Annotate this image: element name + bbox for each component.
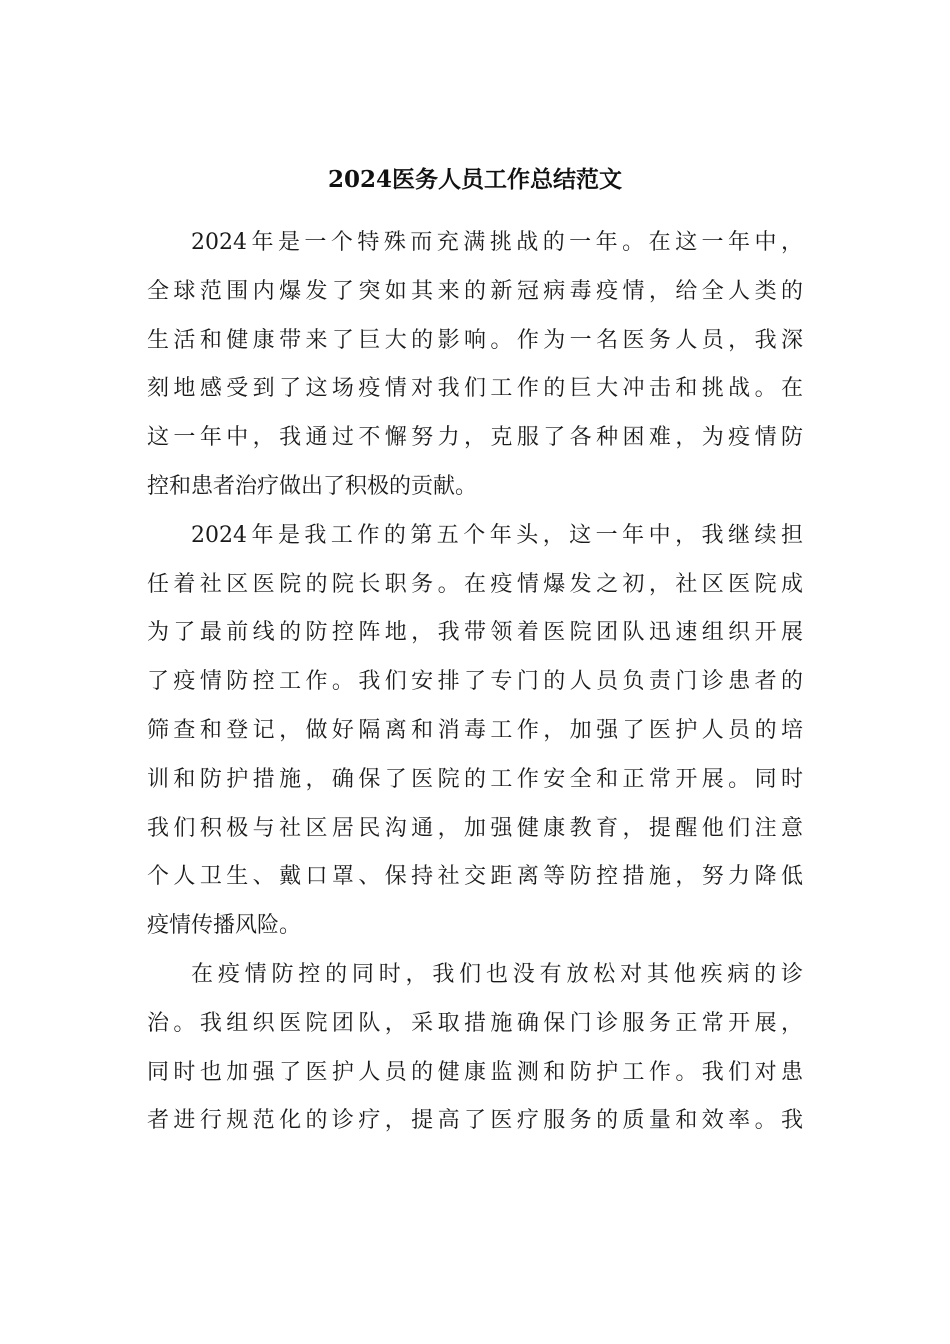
text-line: 者进行规范化的诊疗，提高了医疗服务的质量和效率。我	[147, 1108, 803, 1134]
text-line: 在疫情防控的同时，我们也没有放松对其他疾病的诊	[191, 961, 803, 987]
text-line: 疫情传播风险。	[147, 913, 302, 939]
text-line: 任着社区医院的院长职务。在疫情爆发之初，社区医院成	[147, 571, 803, 597]
paragraph-3	[147, 951, 803, 1146]
text-line: 2024年是我工作的第五个年头，这一年中，我继续担	[191, 522, 803, 548]
text-line: 训和防护措施，确保了医院的工作安全和正常开展。同时	[147, 766, 803, 792]
text-line: 个人卫生、戴口罩、保持社交距离等防控措施，努力降低	[147, 864, 803, 890]
text-line: 了疫情防控工作。我们安排了专门的人员负责门诊患者的	[147, 669, 803, 695]
text-line: 刻地感受到了这场疫情对我们工作的巨大冲击和挑战。在	[147, 376, 803, 402]
paragraph-1	[147, 219, 803, 512]
text-line: 我们积极与社区居民沟通，加强健康教育，提醒他们注意	[147, 815, 803, 841]
document-body	[147, 219, 803, 1146]
text-line: 控和患者治疗做出了积极的贡献。	[147, 473, 478, 499]
text-line: 为了最前线的防控阵地，我带领着医院团队迅速组织开展	[147, 620, 803, 646]
text-line: 治。我组织医院团队，采取措施确保门诊服务正常开展，	[147, 1010, 803, 1036]
document-title: 2024医务人员工作总结范文	[327, 166, 622, 193]
text-line: 生活和健康带来了巨大的影响。作为一名医务人员，我深	[147, 327, 803, 353]
text-line: 全球范围内爆发了突如其来的新冠病毒疫情，给全人类的	[147, 278, 803, 304]
paragraph-2	[147, 512, 803, 951]
text-line: 筛查和登记，做好隔离和消毒工作，加强了医护人员的培	[147, 717, 803, 743]
text-line: 2024年是一个特殊而充满挑战的一年。在这一年中，	[191, 230, 803, 255]
text-line: 同时也加强了医护人员的健康监测和防护工作。我们对患	[147, 1059, 803, 1085]
text-line: 这一年中，我通过不懈努力，克服了各种困难，为疫情防	[147, 425, 803, 451]
